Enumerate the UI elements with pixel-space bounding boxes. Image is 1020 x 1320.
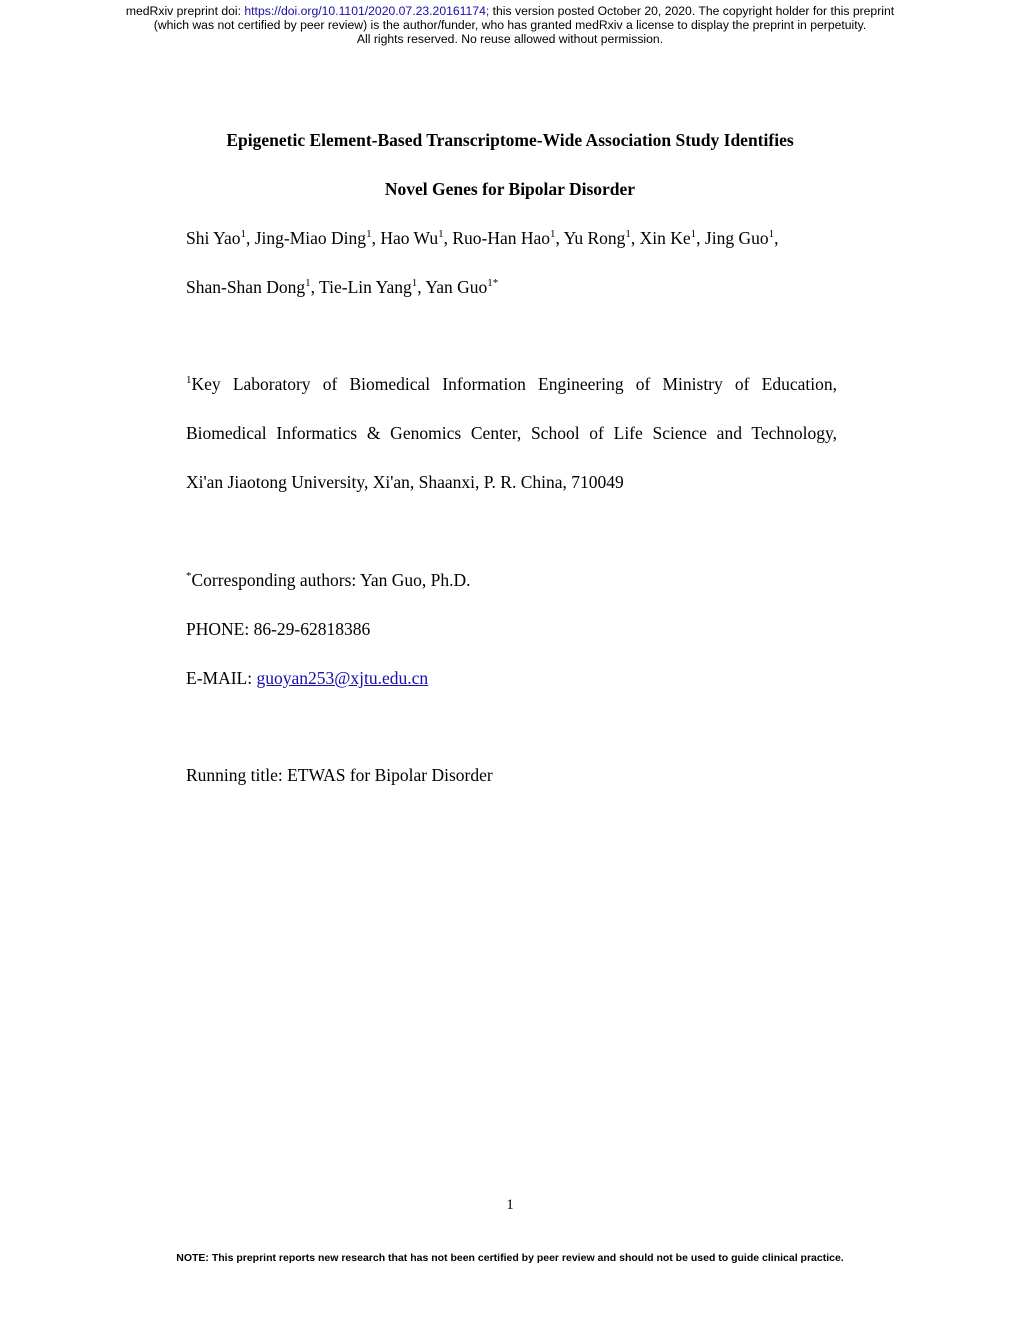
- banner-line-1: medRxiv preprint doi: https://doi.org/10.1101/2020.07.23.20161174; this version posted October 20, 2020. The copyright holder for this preprint: [125, 4, 895, 18]
- author: Ruo-Han Hao$^1$,: [452, 228, 564, 248]
- author: Tie-Lin Yang$^1$,: [319, 277, 426, 297]
- author: Yu Rong$^1$,: [563, 228, 640, 248]
- running-title: Running title: ETWAS for Bipolar Disorder: [186, 765, 493, 785]
- author-line-1: [186, 227, 837, 249]
- author: Jing-Miao Ding$^1$,: [254, 228, 381, 248]
- author: Shi Yao$^1$,: [186, 228, 255, 248]
- author: Shan-Shan Dong$^1$,: [186, 277, 320, 297]
- doi-link[interactable]: https://doi.org/10.1101/2020.07.23.20161174;: [244, 4, 490, 18]
- corresponding-author: *Corresponding authors: Yan Guo, Ph.D.: [186, 570, 471, 590]
- footer-note: NOTE: This preprint reports new research that has not been certified by peer review and should not be used to guide clinical practice.: [176, 1252, 844, 1264]
- paper-title-line-2: Novel Genes for Bipolar Disorder: [384, 179, 636, 199]
- phone: PHONE: 86-29-62818386: [186, 619, 371, 639]
- affiliation-line-2: Biomedical Informatics & Genomics Center, School of Life Science and Technology,: [186, 423, 837, 443]
- author: Hao Wu$^1$,: [380, 228, 453, 248]
- author: Yan Guo$^{1*}$: [425, 277, 499, 297]
- affiliation-line-3: Xi'an Jiaotong University, Xi'an, Shaanxi, P. R. China, 710049: [186, 472, 624, 492]
- paper-title-line-1: Epigenetic Element-Based Transcriptome-Wide Association Study Identifies: [226, 130, 794, 150]
- affiliation-line-1: $^1$Key Laboratory of Biomedical Information Engineering of Ministry of Education,: [186, 374, 837, 394]
- page-number: 1: [506, 1197, 514, 1213]
- author-line-2: [186, 276, 837, 298]
- preprint-banner: [0, 4, 1020, 46]
- author: Xin Ke$^1$,: [639, 228, 705, 248]
- author: Jing Guo$^1$,: [704, 228, 779, 248]
- banner-line-3: All rights reserved. No reuse allowed without permission.: [356, 32, 664, 46]
- banner-line-2: (which was not certified by peer review) is the author/funder, who has granted medRxiv a license to display the preprint in perpetuity.: [153, 18, 867, 32]
- email-link[interactable]: guoyan253@xjtu.edu.cn: [256, 668, 429, 688]
- email-line: E-MAIL: guoyan253@xjtu.edu.cn: [186, 668, 429, 688]
